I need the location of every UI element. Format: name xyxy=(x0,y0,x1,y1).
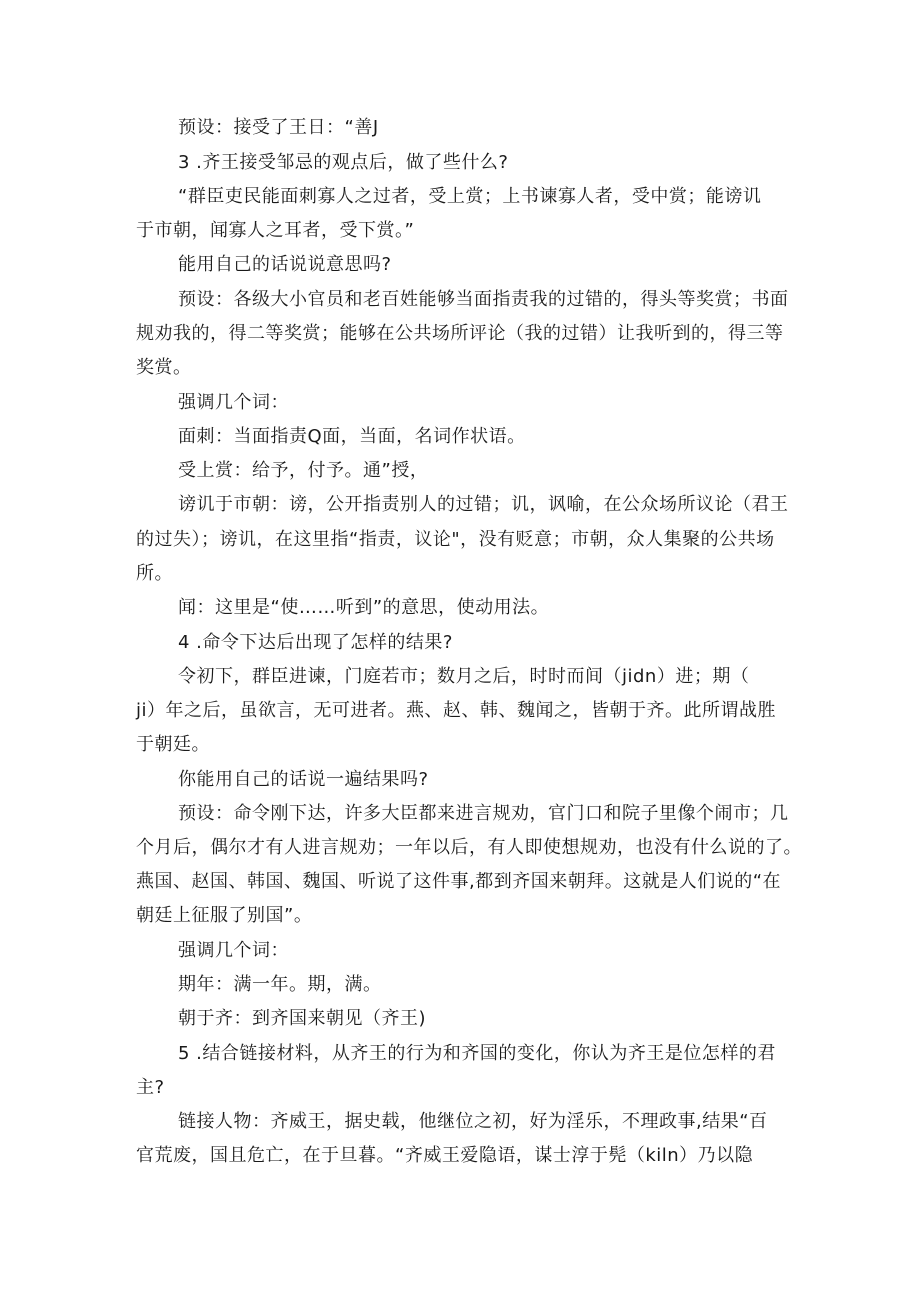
text-line: 链接人物：齐威王，据史载，他继位之初，好为淫乐，不理政事,结果“百 xyxy=(178,1111,768,1132)
text-line: 于朝廷。 xyxy=(136,734,210,755)
text-line: 朝廷上征服了别国”。 xyxy=(136,905,313,926)
text-line: 燕国、赵国、韩国、魏国、听说了这件事,都到齐国来朝拜。这就是人们说的“在 xyxy=(136,871,782,892)
text-line: 受上赏：给予，付予。通”授， xyxy=(178,460,429,481)
text-line: 所。 xyxy=(136,563,173,584)
text-line: 朝于齐：到齐国来朝见（齐王) xyxy=(178,1008,427,1029)
text-line: 规劝我的，得二等奖赏；能够在公共场所评论（我的过错）让我听到的，得三等 xyxy=(136,323,784,344)
text-line: 面刺：当面指责Q面，当面，名词作状语。 xyxy=(178,426,526,447)
question-heading: 4 .命令下达后出现了怎样的结果? xyxy=(178,632,453,653)
text-line: 官荒废，国且危亡，在于旦暮。“齐威王爱隐语，谋士淳于髡（kiln）乃以隐 xyxy=(136,1145,754,1166)
question-heading: 3 .齐王接受邹忌的观点后，做了些什么? xyxy=(178,152,509,173)
text-line: 能用自己的话说说意思吗? xyxy=(178,254,392,275)
text-line: ji）年之后，虽欲言，无可进者。燕、赵、韩、魏闻之，皆朝于齐。此所谓战胜 xyxy=(136,700,776,721)
question-heading: 5 .结合链接材料，从齐王的行为和齐国的变化，你认为齐王是位怎样的君 xyxy=(178,1043,776,1064)
text-line: 奖赏。 xyxy=(136,357,192,378)
text-line: 谤讥于市朝：谤，公开指责别人的过错；讥，讽喻，在公众场所议论（君王 xyxy=(178,494,789,515)
text-line: 强调几个词： xyxy=(178,940,289,961)
text-line: 预设：各级大小官员和老百姓能够当面指责我的过错的，得头等奖赏；书面 xyxy=(178,289,789,310)
text-line: 期年：满一年。期，满。 xyxy=(178,974,382,995)
text-line: 你能用自己的话说一遍结果吗? xyxy=(178,769,429,790)
text-line: 主? xyxy=(136,1077,165,1098)
text-line: 强调几个词： xyxy=(178,392,289,413)
text-line: 个月后，偶尔才有人进言规劝；一年以后，有人即使想规劝，也没有什么说的了。 xyxy=(136,837,802,858)
text-line: 于市朝，闻寡人之耳者，受下赏。” xyxy=(136,220,415,241)
text-line: 预设：命令刚下达，许多大臣都来进言规劝，官门口和院子里像个闹市；几 xyxy=(178,803,789,824)
text-line: “群臣吏民能面刺寡人之过者，受上赏；上书谏寡人者，受中赏；能谤讥 xyxy=(178,186,762,207)
text-line: 令初下，群臣进谏，门庭若市；数月之后，时时而间（jidn）进；期（ xyxy=(178,666,750,687)
text-line: 闻：这里是“使……听到”的意思，使动用法。 xyxy=(178,597,550,618)
text-line: 预设：接受了王日：“善J xyxy=(178,117,379,138)
text-line: 的过失）；谤讥，在这里指“指责，议论"，没有贬意；市朝，众人集聚的公共场 xyxy=(136,529,775,550)
